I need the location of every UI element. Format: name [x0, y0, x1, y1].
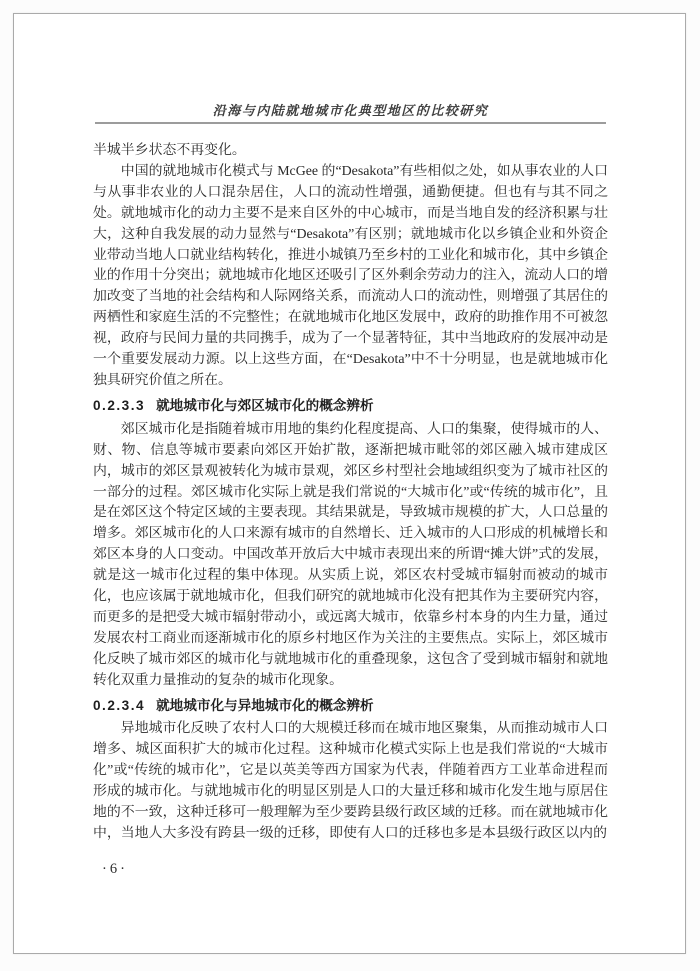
heading-number: 0.2.3.3 [93, 397, 146, 413]
section-heading [93, 396, 608, 417]
heading-number: 0.2.3.4 [93, 697, 146, 713]
section-heading [93, 696, 608, 717]
body-paragraph: 郊区城市化是指随着城市用地的集约化程度提高、人口的集聚，使得城市的人、财、物、信息等城市要素向郊区开始扩散，逐渐把城市毗邻的郊区融入城市建成区内，城市的郊区景观被转化为城市景观，郊区乡村型社会地域组织变为了城市社区的一部分的过程。郊区城市化实际上就是我们常说的“大城市化”或“传统的城市化”，且是在郊区这个特定区域的主要表现。其结果就是，导致城市规模的扩大，人口总量的增多。郊区城市化的人口来源有城市的自然增长、迁入城市的人口形成的机械增长和郊区本身的人口变动。中国改革开放后大中城市表现出来的所谓“摊大饼”式的发展，就是这一城市化过程的集中体现。从实质上说，郊区农村受城市辐射而被动的城市化，也应该属于就地城市化，但我们研究的就地城市化没有把其作为主要研究内容，而更多的是把受大城市辐射带动小，或远离大城市，依靠乡村本身的内生力量，通过发展农村工商业而逐渐城市化的原乡村地区作为关注的主要焦点。实际上，郊区城市化反映了城市郊区的城市化与就地城市化的重叠现象，这包含了受到城市辐射和就地转化双重力量推动的复杂的城市化现象。 [93, 421, 608, 688]
body-paragraph: 中国的就地城市化模式与 McGee 的“Desakota”有些相似之处，如从事农业的人口与从事非农业的人口混杂居住，人口的流动性增强，通勤便捷。但也有与其不同之处。就地城市化的动力主要不是来自区外的中心城市，而是当地自发的经济积累与壮大，这种自我发展的动力显然与“Desakota”有区别；就地城市化以乡镇企业和外资企业带动当地人口就业结构转化，推进小城镇乃至乡村的工业化和城市化，其中乡镇企业的作用十分突出；就地城市化地区还吸引了区外剩余劳动力的注入，流动人口的增加改变了当地的社会结构和人际网络关系，而流动人口的流动性，则增强了其居住的两栖性和家庭生活的不完整性；在就地城市化地区发展中，政府的助推作用不可被忽视，政府与民间力量的共同携手，成为了一个显著特征，其中当地政府的发展冲动是一个重要发展动力源。以上这些方面，在“Desakota”中不十分明显，也是就地城市化独具研究价值之所在。 [93, 163, 608, 388]
continuation-line: 半城半乡状态不再变化。 [93, 143, 246, 158]
header-rule [95, 122, 606, 124]
heading-title: 就地城市化与异地城市化的概念辨析 [156, 697, 374, 713]
running-header-title: 沿海与内陆就地城市化典型地区的比较研究 [212, 104, 489, 119]
body-paragraph: 异地城市化反映了农村人口的大规模迁移而在城市地区聚集，从而推动城市人口增多、城区面积扩大的城市化过程。这种城市化模式实际上也是我们常说的“大城市化”或“传统的城市化”，它是以英美等西方国家为代表，伴随着西方工业革命进程而形成的城市化。与就地城市化的明显区别是人口的大量迁移和城市化发生地与原居住地的不一致，这种迁移可一般理解为至少要跨县级行政区域的迁移。而在就地城市化中，当地人大多没有跨县一级的迁移，即使有人口的迁移也多是本县级行政区以内的 [93, 721, 608, 841]
heading-title: 就地城市化与郊区城市化的概念辨析 [156, 397, 374, 413]
page-number: ·6· [102, 861, 128, 877]
page-content [93, 141, 608, 845]
